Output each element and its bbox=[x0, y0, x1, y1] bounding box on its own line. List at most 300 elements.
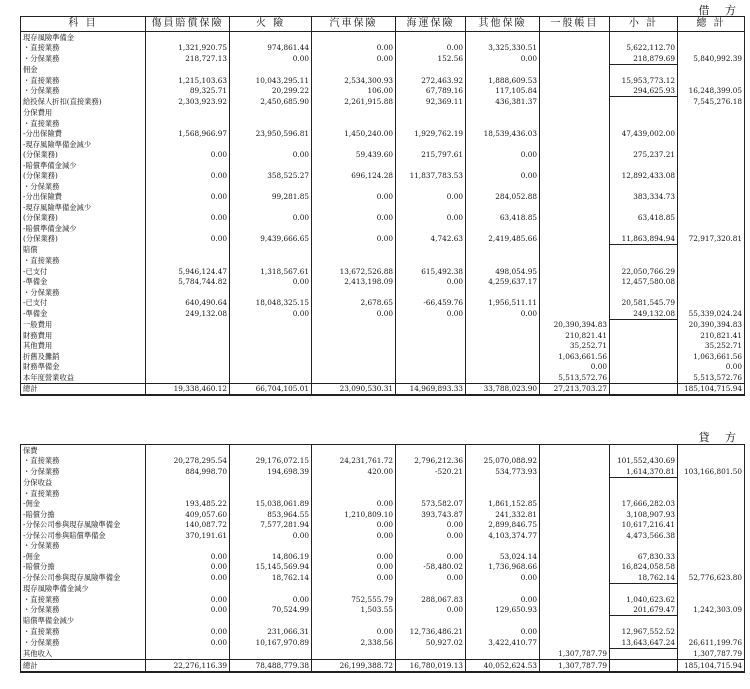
row-label: ・分保業務 bbox=[21, 466, 146, 477]
table-row bbox=[21, 192, 745, 203]
cell-value: 534,773.93 bbox=[466, 466, 540, 477]
cell-value: 884,998.70 bbox=[146, 466, 230, 477]
cell-value: 615,492.38 bbox=[396, 266, 466, 277]
cell-value bbox=[678, 181, 745, 192]
row-label: 佣金 bbox=[21, 64, 146, 75]
cell-value: 1,063,661.56 bbox=[540, 351, 610, 362]
cell-value: 0.00 bbox=[312, 499, 396, 510]
cell-value: 0.00 bbox=[146, 562, 230, 573]
cell-value: 3,422,410.77 bbox=[466, 637, 540, 648]
cell-value: 92,369.11 bbox=[396, 97, 466, 108]
cell-value bbox=[540, 583, 610, 594]
cell-value: 9,439,666.65 bbox=[230, 234, 312, 245]
cell-value bbox=[466, 372, 540, 383]
row-label: ・直接業務 bbox=[21, 627, 146, 638]
cell-value: 0.00 bbox=[312, 627, 396, 638]
cell-value bbox=[396, 32, 466, 43]
cell-value: 249,132.08 bbox=[146, 308, 230, 319]
total-value: 1,307,787.79 bbox=[540, 660, 610, 672]
cell-value bbox=[230, 362, 312, 373]
cell-value: 0.00 bbox=[146, 150, 230, 161]
cell-value bbox=[146, 445, 230, 456]
cell-value: 53,024.14 bbox=[466, 551, 540, 562]
cell-value: 194,698.39 bbox=[230, 466, 312, 477]
cell-value bbox=[466, 616, 540, 627]
cell-value: 0.00 bbox=[312, 572, 396, 583]
cell-value bbox=[312, 372, 396, 383]
cell-value bbox=[312, 245, 396, 256]
cell-value bbox=[678, 594, 745, 605]
row-label: (分保業務) bbox=[21, 150, 146, 161]
cell-value bbox=[540, 160, 610, 171]
cell-value: 0.00 bbox=[466, 594, 540, 605]
cell-value bbox=[146, 351, 230, 362]
cell-value bbox=[146, 160, 230, 171]
row-label: -已支付 bbox=[21, 298, 146, 309]
cell-value: 1,503.55 bbox=[312, 605, 396, 616]
cell-value: 29,176,072.15 bbox=[230, 456, 312, 467]
table-row bbox=[21, 594, 745, 605]
cell-value: 13,672,526.88 bbox=[312, 266, 396, 277]
cell-value: 0.00 bbox=[230, 277, 312, 288]
cell-value: 0.00 bbox=[146, 605, 230, 616]
cell-value bbox=[396, 118, 466, 129]
cell-value bbox=[312, 648, 396, 660]
cell-value bbox=[312, 108, 396, 119]
cell-value bbox=[678, 32, 745, 43]
cell-value: 0.00 bbox=[312, 234, 396, 245]
row-label: ・直接業務 bbox=[21, 594, 146, 605]
cell-value bbox=[146, 319, 230, 330]
cell-value bbox=[230, 319, 312, 330]
cell-value: 63,418.85 bbox=[610, 213, 678, 224]
cell-value bbox=[466, 319, 540, 330]
cell-value bbox=[610, 541, 678, 552]
cell-value: 101,552,430.69 bbox=[610, 456, 678, 467]
table-row bbox=[21, 234, 745, 245]
cell-value bbox=[312, 477, 396, 488]
cell-value: 275,237.21 bbox=[610, 150, 678, 161]
cell-value: 0.00 bbox=[230, 150, 312, 161]
cell-value bbox=[540, 234, 610, 245]
table-row bbox=[21, 509, 745, 520]
cell-value bbox=[466, 351, 540, 362]
table-row bbox=[21, 520, 745, 531]
cell-value bbox=[312, 488, 396, 499]
cell-value bbox=[466, 108, 540, 119]
row-label: -賠償分擔 bbox=[21, 509, 146, 520]
cell-value bbox=[466, 32, 540, 43]
row-label: ・直接業務 bbox=[21, 75, 146, 86]
table-row bbox=[21, 466, 745, 477]
cell-value: 0.00 bbox=[146, 171, 230, 182]
row-label: ・分保業務 bbox=[21, 605, 146, 616]
cell-value bbox=[610, 319, 678, 330]
cell-value bbox=[230, 648, 312, 660]
cell-value bbox=[146, 648, 230, 660]
row-label: -分出保險費 bbox=[21, 192, 146, 203]
cell-value bbox=[312, 616, 396, 627]
cell-value bbox=[540, 499, 610, 510]
column-header: 汽車保險 bbox=[312, 17, 396, 32]
cell-value bbox=[540, 594, 610, 605]
cell-value bbox=[396, 351, 466, 362]
cell-value bbox=[540, 86, 610, 97]
row-label: (分保業務) bbox=[21, 234, 146, 245]
cell-value: 0.00 bbox=[312, 43, 396, 54]
cell-value: 0.00 bbox=[396, 530, 466, 541]
cell-value bbox=[466, 341, 540, 352]
cell-value: 272,463.92 bbox=[396, 75, 466, 86]
cell-value bbox=[230, 351, 312, 362]
cell-value bbox=[540, 202, 610, 213]
cell-value bbox=[396, 362, 466, 373]
cell-value bbox=[230, 341, 312, 352]
row-label: ・直接業務 bbox=[21, 488, 146, 499]
cell-value bbox=[396, 108, 466, 119]
table-row bbox=[21, 298, 745, 309]
cell-value bbox=[678, 245, 745, 256]
cell-value bbox=[610, 341, 678, 352]
cell-value: 5,784,744.82 bbox=[146, 277, 230, 288]
cell-value: 15,038,061.89 bbox=[230, 499, 312, 510]
cell-value bbox=[678, 129, 745, 140]
row-label: -賠償分擔 bbox=[21, 562, 146, 573]
cell-value: 2,261,915.88 bbox=[312, 97, 396, 108]
cell-value: 140,087.72 bbox=[146, 520, 230, 531]
cell-value bbox=[540, 43, 610, 54]
cell-value bbox=[312, 181, 396, 192]
cell-value: 14,806.19 bbox=[230, 551, 312, 562]
table-row bbox=[21, 627, 745, 638]
row-label: -現存風險準備金減少 bbox=[21, 202, 146, 213]
cell-value bbox=[312, 362, 396, 373]
cell-value bbox=[146, 488, 230, 499]
cell-value: 0.00 bbox=[466, 308, 540, 319]
cell-value: 2,534,300.93 bbox=[312, 75, 396, 86]
cell-value: 20,299.22 bbox=[230, 86, 312, 97]
cell-value bbox=[678, 541, 745, 552]
cell-value: 12,457,580.08 bbox=[610, 277, 678, 288]
cell-value bbox=[610, 287, 678, 298]
cell-value bbox=[610, 181, 678, 192]
cell-value: 10,167,970.89 bbox=[230, 637, 312, 648]
cell-value bbox=[610, 202, 678, 213]
cell-value: 0.00 bbox=[146, 627, 230, 638]
cell-value: 0.00 bbox=[466, 171, 540, 182]
cell-value bbox=[146, 139, 230, 150]
cell-value bbox=[146, 372, 230, 383]
cell-value bbox=[540, 192, 610, 203]
cell-value: 210,821.41 bbox=[678, 330, 745, 341]
cell-value bbox=[396, 541, 466, 552]
cell-value: 409,057.60 bbox=[146, 509, 230, 520]
table-row bbox=[21, 488, 745, 499]
cell-value: 20,390,394.83 bbox=[540, 319, 610, 330]
cell-value: 573,582.07 bbox=[396, 499, 466, 510]
cell-value: 22,050,766.29 bbox=[610, 266, 678, 277]
cell-value: 11,837,783.53 bbox=[396, 171, 466, 182]
cell-value bbox=[610, 583, 678, 594]
cell-value: 2,338.56 bbox=[312, 637, 396, 648]
cell-value: 0.00 bbox=[396, 520, 466, 531]
cell-value bbox=[540, 466, 610, 477]
cell-value: 284,052.88 bbox=[466, 192, 540, 203]
cell-value: 0.00 bbox=[146, 551, 230, 562]
cell-value bbox=[146, 32, 230, 43]
cell-value bbox=[678, 287, 745, 298]
table-row bbox=[21, 266, 745, 277]
cell-value: 0.00 bbox=[146, 572, 230, 583]
cell-value bbox=[396, 583, 466, 594]
cell-value bbox=[678, 213, 745, 224]
row-label: ・分保業務 bbox=[21, 181, 146, 192]
cell-value: 23,950,596.81 bbox=[230, 129, 312, 140]
table-row bbox=[21, 477, 745, 488]
cell-value: 1,242,303.09 bbox=[678, 605, 745, 616]
total-value: 185,104,715.94 bbox=[678, 660, 745, 672]
cell-value bbox=[540, 64, 610, 75]
cell-value bbox=[312, 32, 396, 43]
cell-value bbox=[678, 192, 745, 203]
cell-value bbox=[312, 319, 396, 330]
row-label: 現存風險準備金減少 bbox=[21, 583, 146, 594]
cell-value: 103,166,801.50 bbox=[678, 466, 745, 477]
cell-value: 0.00 bbox=[396, 192, 466, 203]
row-label: 財務費用 bbox=[21, 330, 146, 341]
total-value: 23,090,530.31 bbox=[312, 383, 396, 395]
cell-value: 129,650.93 bbox=[466, 605, 540, 616]
row-label: (分保業務) bbox=[21, 213, 146, 224]
table-header bbox=[21, 17, 745, 32]
column-header: 總 計 bbox=[678, 17, 745, 32]
cell-value bbox=[678, 530, 745, 541]
row-label: 折舊及攤銷 bbox=[21, 351, 146, 362]
table-row bbox=[21, 245, 745, 256]
cell-value bbox=[678, 118, 745, 129]
cell-value bbox=[678, 171, 745, 182]
table-row bbox=[21, 97, 745, 108]
table-row bbox=[21, 139, 745, 150]
table-row bbox=[21, 202, 745, 213]
row-label: -現存風險準備金減少 bbox=[21, 139, 146, 150]
cell-value bbox=[540, 75, 610, 86]
total-value bbox=[610, 660, 678, 672]
cell-value bbox=[540, 456, 610, 467]
cell-value: 18,762.14 bbox=[230, 572, 312, 583]
cell-value bbox=[312, 341, 396, 352]
table-row bbox=[21, 108, 745, 119]
table-row bbox=[21, 637, 745, 648]
cell-value bbox=[610, 648, 678, 660]
cell-value bbox=[230, 223, 312, 234]
row-label: -準備金 bbox=[21, 308, 146, 319]
cell-value bbox=[540, 616, 610, 627]
cell-value bbox=[230, 160, 312, 171]
cell-value bbox=[540, 637, 610, 648]
cell-value bbox=[540, 256, 610, 267]
cell-value: 1,614,370.81 bbox=[610, 466, 678, 477]
cell-value bbox=[230, 445, 312, 456]
cell-value: 7,545,276.18 bbox=[678, 97, 745, 108]
total-label: 總計 bbox=[21, 660, 146, 672]
cell-value bbox=[230, 541, 312, 552]
cell-value: 5,946,124.47 bbox=[146, 266, 230, 277]
table-row bbox=[21, 86, 745, 97]
cell-value: 241,332.81 bbox=[466, 509, 540, 520]
cell-value bbox=[230, 118, 312, 129]
row-label: -分保公司參與現存風險準備金 bbox=[21, 520, 146, 531]
cell-value bbox=[146, 541, 230, 552]
cell-value: 1,307,787.79 bbox=[678, 648, 745, 660]
cell-value bbox=[396, 616, 466, 627]
cell-value bbox=[540, 298, 610, 309]
row-label: -賠償準備金減少 bbox=[21, 160, 146, 171]
cell-value bbox=[610, 351, 678, 362]
cell-value: 99,281.85 bbox=[230, 192, 312, 203]
cell-value: 11,863,894.94 bbox=[610, 234, 678, 245]
table-row bbox=[21, 64, 745, 75]
cell-value bbox=[146, 341, 230, 352]
cell-value bbox=[396, 256, 466, 267]
cell-value bbox=[230, 287, 312, 298]
cell-value: 0.00 bbox=[312, 520, 396, 531]
cell-value bbox=[466, 160, 540, 171]
cell-value: 201,679.47 bbox=[610, 605, 678, 616]
cell-value bbox=[678, 499, 745, 510]
row-label: 分保收益 bbox=[21, 477, 146, 488]
cell-value bbox=[396, 160, 466, 171]
row-label: -分出保險費 bbox=[21, 129, 146, 140]
cell-value bbox=[540, 108, 610, 119]
cell-value bbox=[396, 245, 466, 256]
cell-value: 12,892,433.08 bbox=[610, 171, 678, 182]
row-label: 財務準備金 bbox=[21, 362, 146, 373]
total-value: 66,704,105.01 bbox=[230, 383, 312, 395]
row-label: -佣金 bbox=[21, 499, 146, 510]
cell-value: 20,581,545.79 bbox=[610, 298, 678, 309]
cell-value: 696,124.28 bbox=[312, 171, 396, 182]
row-label: -分保公司參與賠償準備金 bbox=[21, 530, 146, 541]
cell-value bbox=[678, 520, 745, 531]
total-value bbox=[610, 383, 678, 395]
cell-value bbox=[312, 583, 396, 594]
total-row bbox=[21, 660, 745, 672]
cell-value bbox=[610, 118, 678, 129]
table-row bbox=[21, 53, 745, 64]
cell-value: 1,307,787.79 bbox=[540, 648, 610, 660]
cell-value: 15,953,773.12 bbox=[610, 75, 678, 86]
cell-value: 3,108,907.93 bbox=[610, 509, 678, 520]
cell-value bbox=[540, 509, 610, 520]
cell-value bbox=[540, 277, 610, 288]
cell-value bbox=[610, 488, 678, 499]
cell-value: 18,048,325.15 bbox=[230, 298, 312, 309]
cell-value: 24,231,761.72 bbox=[312, 456, 396, 467]
cell-value bbox=[146, 223, 230, 234]
cell-value bbox=[466, 287, 540, 298]
cell-value bbox=[230, 32, 312, 43]
table-row bbox=[21, 551, 745, 562]
cell-value: 974,861.44 bbox=[230, 43, 312, 54]
cell-value: 18,762.14 bbox=[610, 572, 678, 583]
row-label: ・分保業務 bbox=[21, 86, 146, 97]
cell-value bbox=[610, 256, 678, 267]
cell-value: 370,191.61 bbox=[146, 530, 230, 541]
cell-value bbox=[312, 202, 396, 213]
cell-value: 7,577,281.94 bbox=[230, 520, 312, 531]
column-header: 一般帳目 bbox=[540, 17, 610, 32]
cell-value: 16,824,058.58 bbox=[610, 562, 678, 573]
cell-value bbox=[540, 477, 610, 488]
cell-value bbox=[396, 445, 466, 456]
cell-value: 1,063,661.56 bbox=[678, 351, 745, 362]
cell-value: 0.00 bbox=[396, 308, 466, 319]
credit-section-label: 貸 方 bbox=[698, 431, 742, 444]
cell-value bbox=[678, 477, 745, 488]
cell-value bbox=[466, 256, 540, 267]
cell-value bbox=[146, 477, 230, 488]
cell-value bbox=[396, 488, 466, 499]
cell-value bbox=[610, 108, 678, 119]
cell-value: 63,418.85 bbox=[466, 213, 540, 224]
cell-value: 20,390,394.83 bbox=[678, 319, 745, 330]
cell-value: 25,070,088.92 bbox=[466, 456, 540, 467]
cell-value: 1,888,609.53 bbox=[466, 75, 540, 86]
table-row bbox=[21, 616, 745, 627]
cell-value bbox=[312, 223, 396, 234]
cell-value: 0.00 bbox=[146, 594, 230, 605]
cell-value: 0.00 bbox=[466, 53, 540, 64]
cell-value: 436,381.37 bbox=[466, 97, 540, 108]
cell-value bbox=[466, 245, 540, 256]
cell-value: 1,210,809.10 bbox=[312, 509, 396, 520]
cell-value: 4,103,374.77 bbox=[466, 530, 540, 541]
cell-value: 106.00 bbox=[312, 86, 396, 97]
cell-value bbox=[540, 562, 610, 573]
cell-value: 0.00 bbox=[230, 530, 312, 541]
row-label: ・分保業務 bbox=[21, 637, 146, 648]
cell-value: 18,539,436.03 bbox=[466, 129, 540, 140]
cell-value bbox=[466, 445, 540, 456]
cell-value: 0.00 bbox=[396, 551, 466, 562]
cell-value bbox=[312, 139, 396, 150]
cell-value bbox=[678, 202, 745, 213]
table-row bbox=[21, 341, 745, 352]
cell-value bbox=[540, 627, 610, 638]
cell-value: 752,555.79 bbox=[312, 594, 396, 605]
cell-value bbox=[146, 108, 230, 119]
cell-value: 218,879.69 bbox=[610, 53, 678, 64]
total-value: 185,104,715.94 bbox=[678, 383, 745, 395]
cell-value bbox=[678, 160, 745, 171]
cell-value bbox=[540, 488, 610, 499]
cell-value bbox=[610, 223, 678, 234]
cell-value bbox=[146, 362, 230, 373]
table-row bbox=[21, 319, 745, 330]
cell-value bbox=[540, 118, 610, 129]
cell-value bbox=[466, 541, 540, 552]
cell-value bbox=[312, 160, 396, 171]
cell-value: 70,524.99 bbox=[230, 605, 312, 616]
cell-value bbox=[396, 223, 466, 234]
cell-value: 47,439,002.00 bbox=[610, 129, 678, 140]
cell-value: 210,821.41 bbox=[540, 330, 610, 341]
cell-value bbox=[230, 64, 312, 75]
cell-value bbox=[678, 223, 745, 234]
cell-value bbox=[610, 372, 678, 383]
cell-value: 59,439.60 bbox=[312, 150, 396, 161]
